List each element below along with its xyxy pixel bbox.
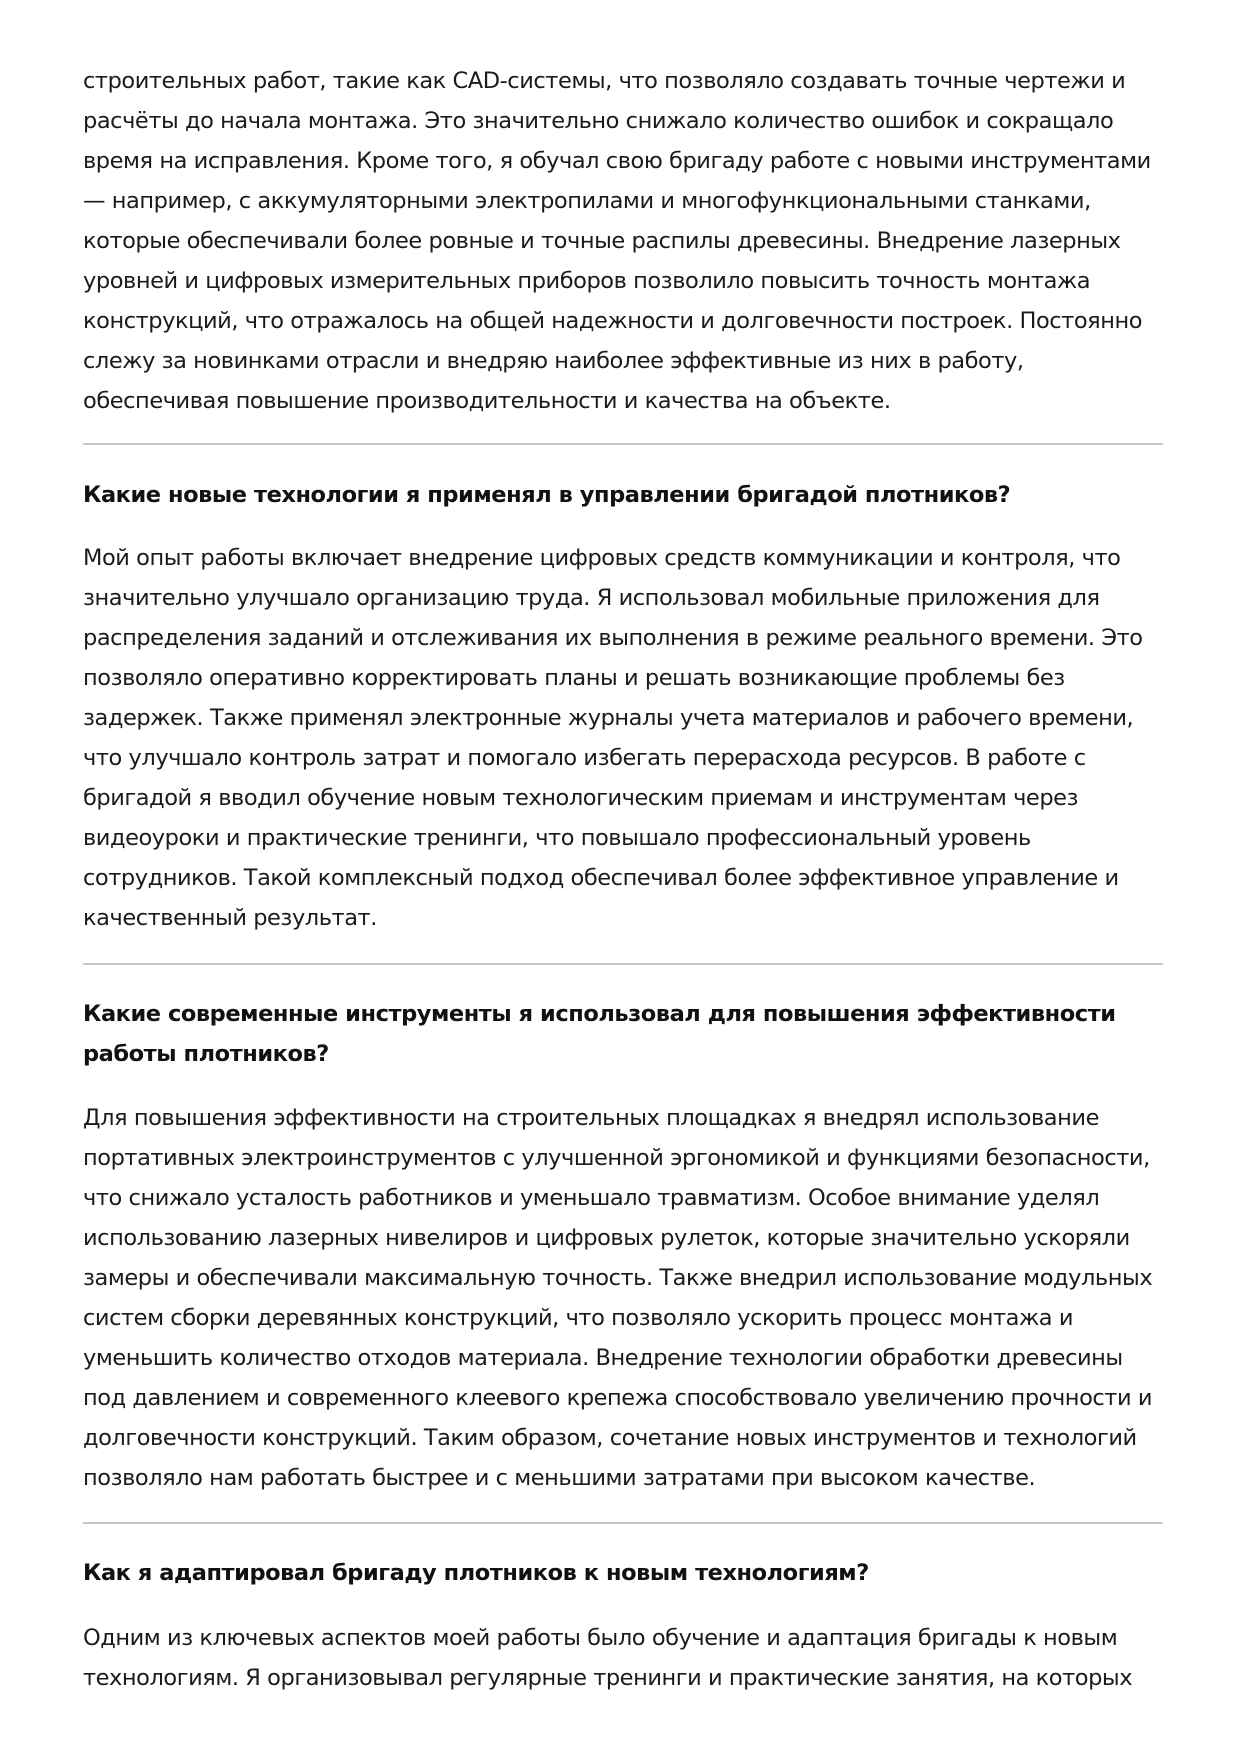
section-divider-3 (83, 1522, 1163, 1524)
intro-paragraph: строительных работ, такие как CAD-системы, что позволяло создавать точные чертежи и расчёты до начала монтажа. Это значительно снижало количество ошибок и сокращало время на исправления. Кроме того, я обучал свою бригаду работе с новыми инструментами — например, с аккумуляторными электропилами и многофункциональными станками, которые обеспечивали более ровные и точные распилы древесины. Внедрение лазерных уровней и цифровых измерительных приборов позволило повысить точность монтажа конструкций, что отражалось на общей надежности и долговечности построек. Постоянно слежу за новинками отрасли и внедряю наиболее эффективные из них в работу, обеспечивая повышение производительности и качества на объекте. (83, 68, 1151, 414)
section-1-paragraph: Мой опыт работы включает внедрение цифровых средств коммуникации и контроля, что значительно улучшало организацию труда. Я использовал мобильные приложения для распределения заданий и отслеживания их выполнения в режиме реального времени. Это позволяло оперативно корректировать планы и решать возникающие проблемы без задержек. Также применял электронные журналы учета материалов и рабочего времени, что улучшало контроль затрат и помогало избегать перерасхода ресурсов. В работе с бригадой я вводил обучение новым технологическим приемам и инструментам через видеоуроки и практические тренинги, что повышало профессиональный уровень сотрудников. Такой комплексный подход обеспечивал более эффективное управление и качественный результат. (83, 545, 1143, 931)
section-2-heading: Какие современные инструменты я использовал для повышения эффективности работы плотников? (83, 1001, 1116, 1067)
section-3-heading: Как я адаптировал бригаду плотников к новым технологиям? (83, 1560, 869, 1586)
section-divider-2 (83, 963, 1163, 965)
section-1-heading: Какие новые технологии я применял в управлении бригадой плотников? (83, 482, 1011, 508)
section-3-paragraph: Одним из ключевых аспектов моей работы было обучение и адаптация бригады к новым технологиям. Я организовывал регулярные тренинги и практические занятия, на которых (83, 1625, 1133, 1691)
section-2-paragraph: Для повышения эффективности на строительных площадках я внедрял использование портативных электроинструментов с улучшенной эргономикой и функциями безопасности, что снижало усталость работников и уменьшало травматизм. Особое внимание уделял использованию лазерных нивелиров и цифровых рулеток, которые значительно ускоряли замеры и обеспечивали максимальную точность. Также внедрил использование модульных систем сборки деревянных конструкций, что позволяло ускорить процесс монтажа и уменьшить количество отходов материала. Внедрение технологии обработки древесины под давлением и современного клеевого крепежа способствовало увеличению прочности и долговечности конструкций. Таким образом, сочетание новых инструментов и технологий позволяло нам работать быстрее и с меньшими затратами при высоком качестве. (83, 1105, 1153, 1491)
section-divider-1 (83, 443, 1163, 445)
